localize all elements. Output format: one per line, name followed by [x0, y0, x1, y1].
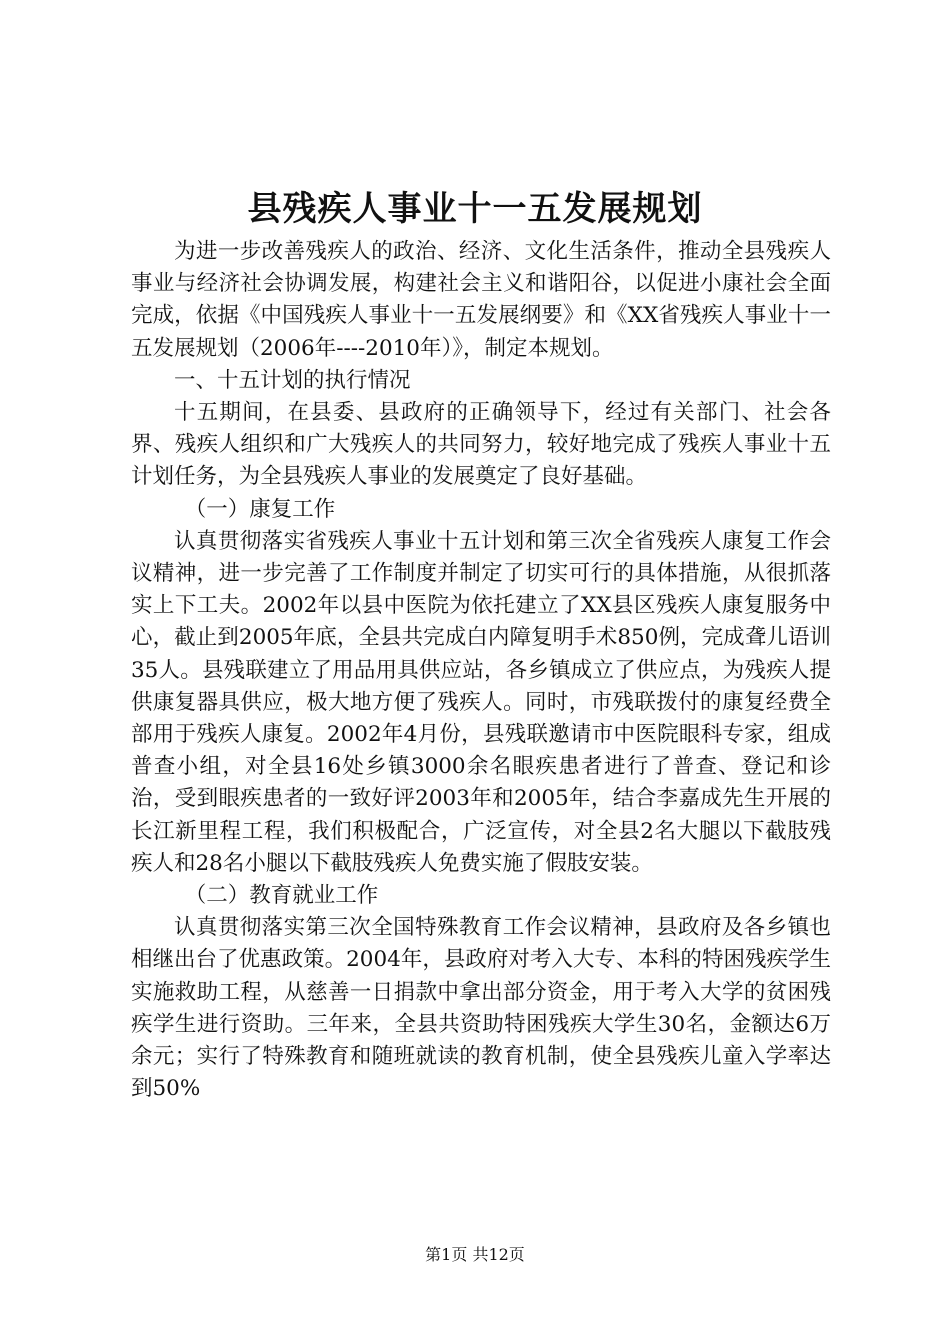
section-heading-1: 一、十五计划的执行情况 [174, 367, 411, 393]
page-footer: 第1页 共12页 [425, 1245, 525, 1264]
section-1-paragraph: 十五期间，在县委、县政府的正确领导下，经过有关部门、社会各界、残疾人组织和广大残疾人的共同努力，较好地完成了残疾人事业十五计划任务，为全县残疾人事业的发展奠定了良好基础。 [131, 400, 831, 490]
rehabilitation-paragraph: 认真贯彻落实省残疾人事业十五计划和第三次全省残疾人康复工作会议精神，进一步完善了工作制度并制定了切实可行的具体措施，从很抓落实上下工夫。2002年以县中医院为依托建立了XX县区残疾人康复服务中心，截止到2005年底，全县共完成白内障复明手术850例，完成聋儿语训35人。县残联建立了用品用具供应站，各乡镇成立了供应点，为残疾人提供康复器具供应，极大地方便了残疾人。同时，市残联拨付的康复经费全部用于残疾人康复。2002年4月份，县残联邀请市中医院眼科专家，组成普查小组，对全县16处乡镇3000余名眼疾患者进行了普查、登记和诊治，受到眼疾患者的一致好评2003年和2005年，结合李嘉成先生开展的长江新里程工程，我们积极配合，广泛宣传，对全县2名大腿以下截肢残疾人和28名小腿以下截肢残疾人免费实施了假肢安装。 [131, 528, 831, 876]
page-title: 县残疾人事业十一五发展规划 [247, 189, 703, 229]
subsection-heading-education: （二）教育就业工作 [184, 883, 379, 909]
education-paragraph: 认真贯彻落实第三次全国特殊教育工作会议精神，县政府及各乡镇也相继出台了优惠政策。2004年，县政府对考入大专、本科的特困残疾学生实施救助工程，从慈善一日捐款中拿出部分资金，用于考入大学的贫困残疾学生进行资助。三年来，全县共资助特困残疾大学生30名，金额达6万余元；实行了特殊教育和随班就读的教育机制，使全县残疾儿童入学率达到50% [131, 915, 831, 1102]
document-body [131, 236, 831, 1105]
intro-paragraph: 为进一步改善残疾人的政治、经济、文化生活条件，推动全县残疾人事业与经济社会协调发展，构建社会主义和谐阳谷，以促进小康社会全面完成，依据《中国残疾人事业十一五发展纲要》和《XX省残疾人事业十一五发展规划（2006年----2010年）》，制定本规划。 [131, 239, 831, 361]
subsection-heading-rehabilitation: （一）康复工作 [184, 496, 336, 522]
